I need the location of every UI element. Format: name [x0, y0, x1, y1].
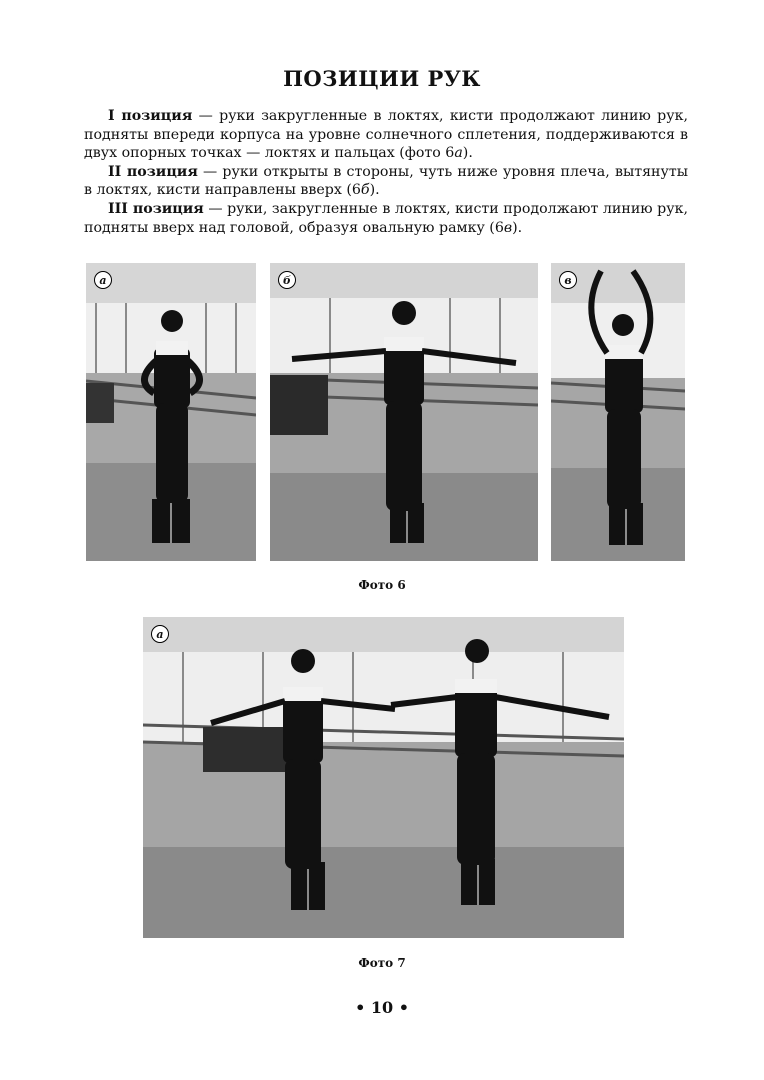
- photo-6a-label: а: [94, 271, 112, 289]
- photo-7-label: а: [151, 625, 169, 643]
- term-position-3: III позиция: [108, 200, 204, 217]
- paragraph-position-2: [84, 163, 688, 200]
- photo-6b-label: б: [278, 271, 296, 289]
- term-position-1: I позиция: [108, 108, 193, 124]
- page-number: • 10 •: [355, 998, 409, 1017]
- photo-6-caption: Фото 6: [358, 578, 406, 592]
- photo-ref: в: [503, 219, 513, 236]
- photo-6c: [551, 263, 685, 561]
- photo-6b-image: [270, 263, 538, 561]
- paragraph-position-3: [84, 200, 688, 237]
- photo-ref: а: [454, 145, 463, 162]
- paragraph-end: ).: [369, 182, 380, 199]
- photo-6c-image: [551, 263, 685, 561]
- photo-6a: [86, 263, 256, 561]
- paragraph-end: ).: [462, 145, 473, 162]
- paragraph-end: ).: [512, 219, 523, 236]
- paragraph-text: — руки, закругленные в локтях, кисти продолжают линию рук, подняты вверх над головой, образуя овальную рамку (6: [84, 200, 688, 236]
- photo-7-caption: Фото 7: [358, 956, 406, 970]
- photo-ref: б: [360, 182, 370, 199]
- photo-7: [143, 617, 624, 938]
- photo-7-image: [143, 617, 624, 938]
- paragraph-text: — руки открыты в стороны, чуть ниже уровня плеча, вытянуты в локтях, кисти направлены вверх (6: [84, 163, 688, 199]
- body-text: [84, 107, 688, 237]
- photo-6c-label: в: [559, 271, 577, 289]
- term-position-2: II позиция: [108, 163, 198, 180]
- page-title: ПОЗИЦИИ РУК: [283, 66, 481, 91]
- photo-6b: [270, 263, 538, 561]
- photo-6a-image: [86, 263, 256, 561]
- paragraph-position-1: [84, 107, 688, 163]
- paragraph-text: — руки закругленные в локтях, кисти продолжают линию рук, подняты впереди корпуса на уровне солнечного сплетения, поддерживаются в двух опорных точках — локтях и пальцах (фото 6: [84, 108, 688, 162]
